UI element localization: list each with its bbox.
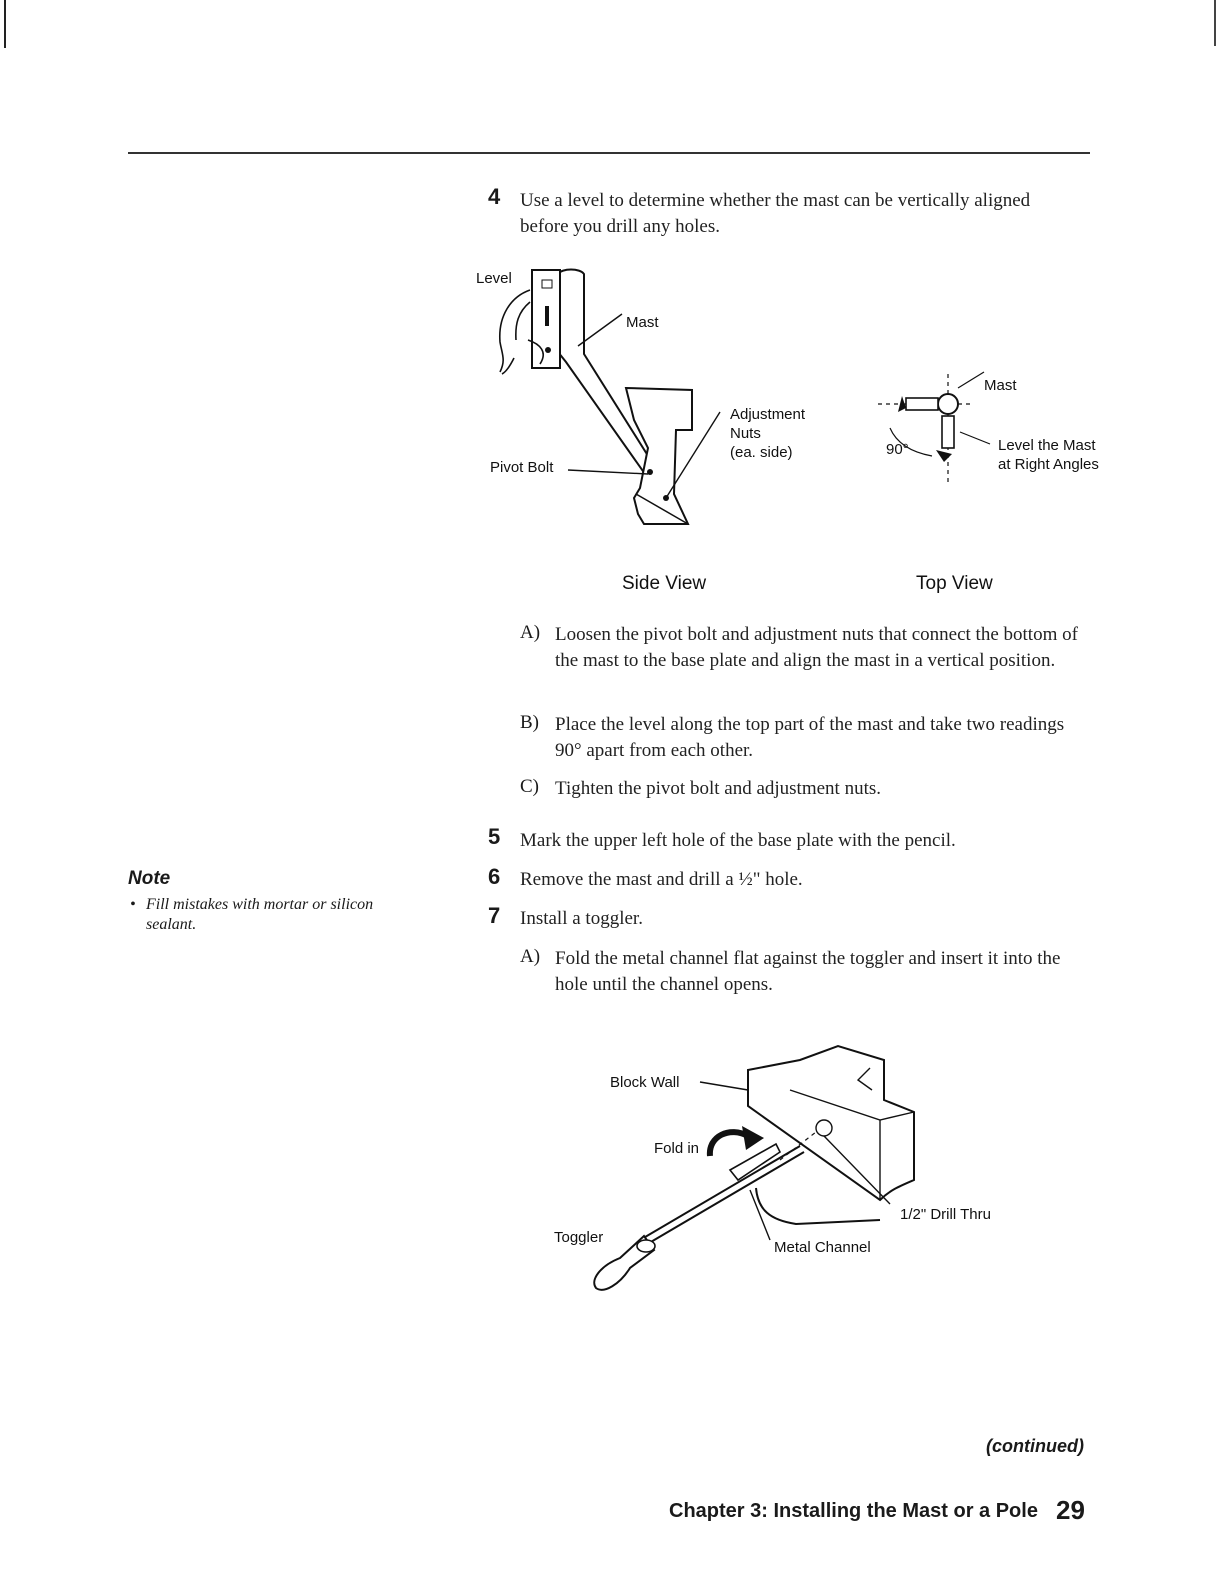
caption-side-view: Side View <box>622 573 707 594</box>
label-metal-channel: Metal Channel <box>774 1239 871 1256</box>
scan-edge-mark <box>4 0 6 48</box>
top-view-diagram <box>872 368 992 488</box>
bullet: • <box>130 896 136 913</box>
sub-step-letter: A) <box>520 946 541 967</box>
caption-top-view: Top View <box>916 573 993 594</box>
step-text: Mark the upper left hole of the base plate with the pencil. <box>520 830 956 851</box>
label-mast: Mast <box>626 314 659 331</box>
note-text: Fill mistakes with mortar or silicon sealant. <box>146 896 374 933</box>
sub-step-text: Tighten the pivot bolt and adjustment nuts. <box>555 778 881 799</box>
note-title: Note <box>128 868 171 889</box>
label-toggler: Toggler <box>554 1229 604 1246</box>
label-angle: 90° <box>886 441 909 458</box>
sub-step-letter: B) <box>520 712 539 733</box>
step-number: 4 <box>488 184 501 209</box>
label-fold-in: Fold in <box>654 1140 700 1157</box>
label-block-wall: Block Wall <box>610 1074 680 1091</box>
step-text: Use a level to determine whether the mast can be vertically aligned before you drill any holes. <box>520 190 1031 237</box>
label-adjustment-nuts: Adjustment Nuts (ea. side) <box>730 406 806 461</box>
step-text: Remove the mast and drill a ½" hole. <box>520 869 803 890</box>
chapter-title: Chapter 3: Installing the Mast or a Pole <box>669 1500 1038 1522</box>
header-rule <box>128 152 1090 154</box>
page-number: 29 <box>1056 1495 1085 1525</box>
step-number: 6 <box>488 864 501 889</box>
note-item <box>130 895 420 935</box>
scan-edge-mark <box>1214 0 1216 46</box>
step-number: 7 <box>488 903 501 928</box>
side-view-diagram <box>470 262 730 552</box>
label-level: Level <box>476 270 512 287</box>
step-text: Install a toggler. <box>520 908 643 929</box>
label-pivot-bolt: Pivot Bolt <box>490 459 554 476</box>
label-level-the-mast: Level the Mast at Right Angles <box>998 437 1099 473</box>
label-drill-thru: 1/2" Drill Thru <box>900 1206 991 1223</box>
continued-label: (continued) <box>986 1436 1084 1456</box>
sub-step-text: Fold the metal channel flat against the toggler and insert it into the hole until the channel opens. <box>555 948 1061 995</box>
step-number: 5 <box>488 824 501 849</box>
sub-step-letter: C) <box>520 776 539 797</box>
label-mast-top: Mast <box>984 377 1017 394</box>
sub-step-text: Place the level along the top part of the mast and take two readings 90° apart from each other. <box>555 714 1065 761</box>
sub-step-letter: A) <box>520 622 541 643</box>
sub-step-text: Loosen the pivot bolt and adjustment nuts that connect the bottom of the mast to the base plate and align the mast in a vertical position. <box>555 624 1078 671</box>
